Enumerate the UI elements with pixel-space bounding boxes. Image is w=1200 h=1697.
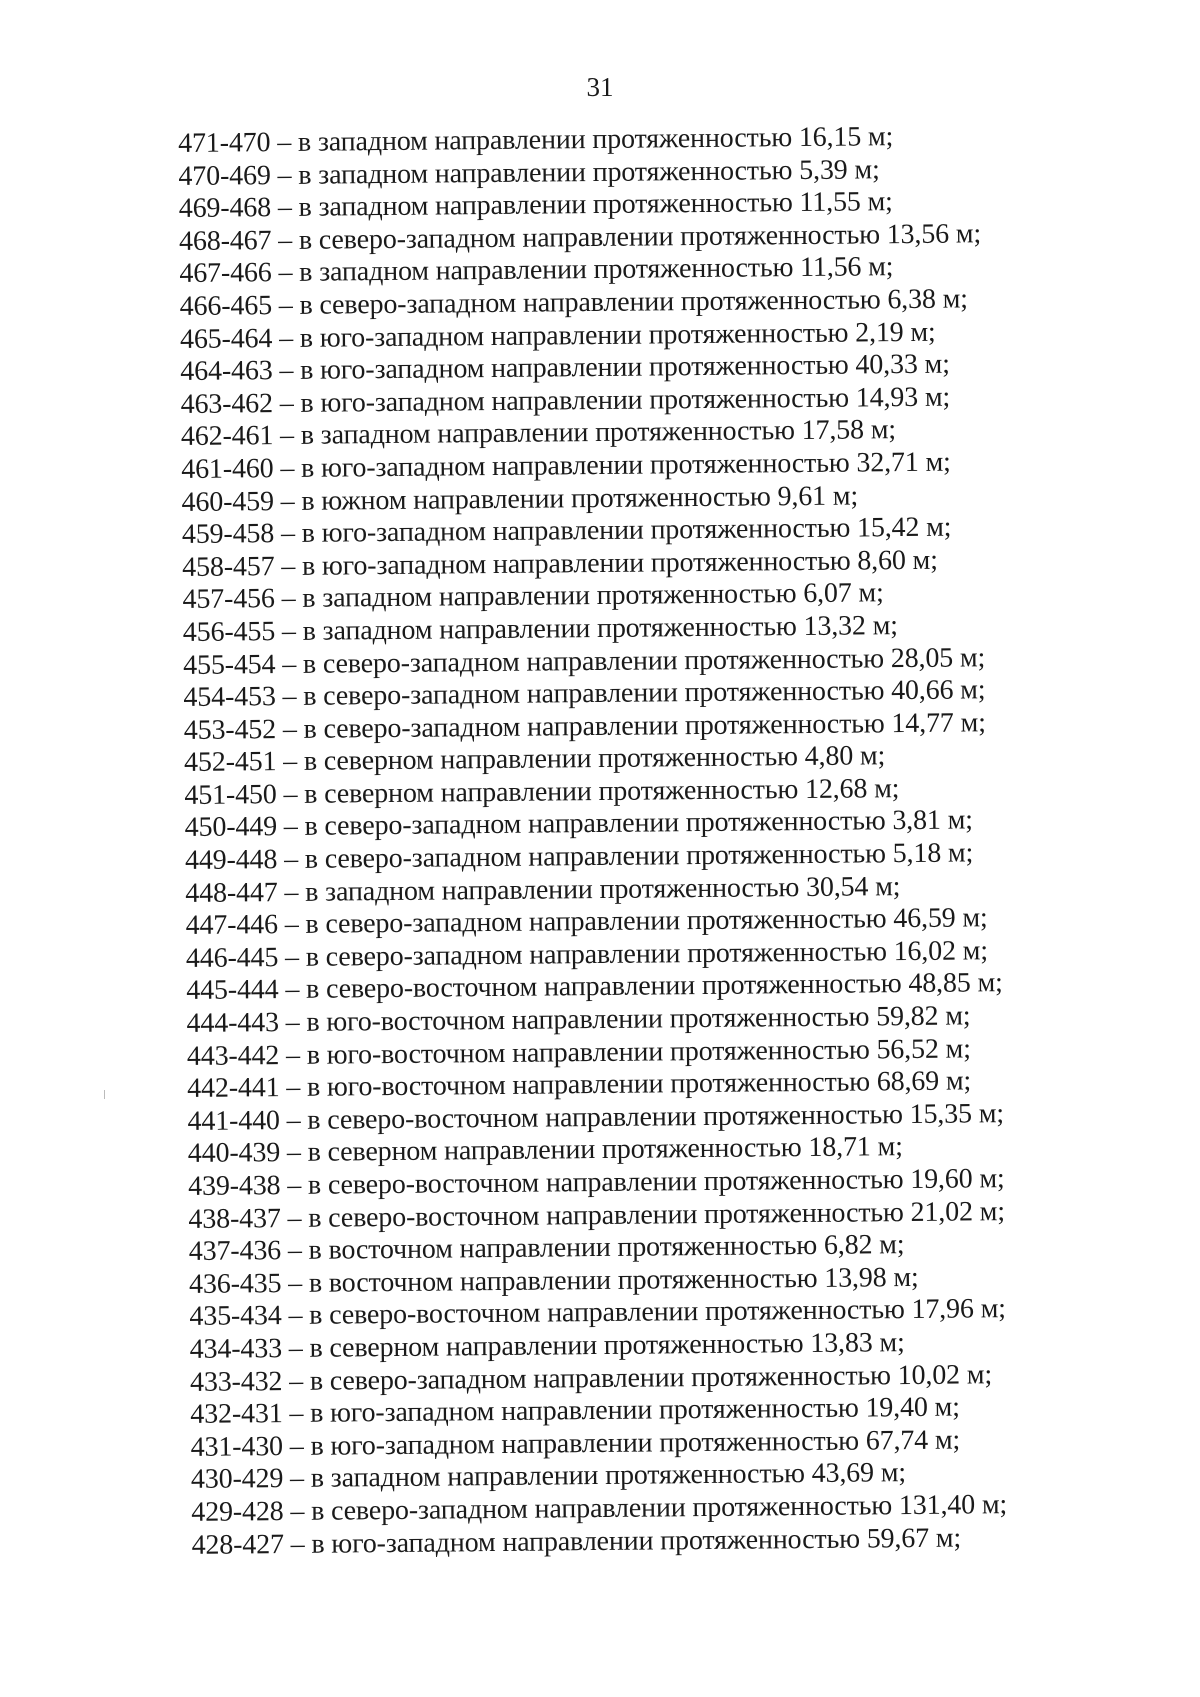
segment-text: 458-457 – в юго-западном направлении протяженностью 8,60 м; [182, 544, 938, 583]
segment-text: 432-431 – в юго-западном направлении протяженностью 19,40 м; [190, 1391, 960, 1431]
segment-text: 448-447 – в западном направлении протяженностью 30,54 м; [185, 870, 901, 909]
segment-text: 467-466 – в западном направлении протяженностью 11,56 м; [179, 251, 894, 290]
segment-text: 453-452 – в северо-западном направлении протяженностью 14,77 м; [183, 706, 986, 746]
segment-text: 457-456 – в западном направлении протяженностью 6,07 м; [182, 577, 884, 616]
segment-text: 436-435 – в восточном направлении протяженностью 13,98 м; [188, 1261, 919, 1300]
page-number: 31 [586, 72, 614, 102]
segment-text: 439-438 – в северо-восточном направлении протяженностью 19,60 м; [188, 1163, 1005, 1202]
segment-text: 444-443 – в юго-восточном направлении протяженностью 59,82 м; [186, 1000, 971, 1039]
segment-text: 447-446 – в северо-западном направлении протяженностью 46,59 м; [185, 902, 988, 942]
segment-text: 471-470 – в западном направлении протяженностью 16,15 м; [178, 121, 894, 159]
segment-text: 461-460 – в юго-западном направлении протяженностью 32,71 м; [181, 446, 951, 485]
segment-text: 433-432 – в северо-западном направлении протяженностью 10,02 м; [189, 1358, 993, 1398]
segment-text: 437-436 – в восточном направлении протяженностью 6,82 м; [188, 1229, 905, 1268]
boundary-segment-list [178, 119, 1092, 1562]
segment-text: 443-442 – в юго-восточном направлении протяженностью 56,52 м; [186, 1033, 971, 1072]
segment-text: 459-458 – в юго-западном направлении протяженностью 15,42 м; [181, 511, 952, 551]
segment-text: 434-433 – в северном направлении протяженностью 13,83 м; [189, 1327, 905, 1365]
segment-text: 468-467 – в северо-западном направлении протяженностью 13,56 м; [178, 218, 982, 257]
segment-text: 449-448 – в северо-западном направлении протяженностью 5,18 м; [184, 837, 974, 877]
segment-text: 456-455 – в западном направлении протяженностью 13,32 м; [182, 610, 899, 648]
segment-text: 463-462 – в юго-западном направлении протяженностью 14,93 м; [180, 381, 951, 420]
segment-text: 430-429 – в западном направлении протяженностью 43,69 м; [190, 1457, 907, 1496]
segment-text: 451-450 – в северном направлении протяженностью 12,68 м; [184, 772, 900, 811]
segment-text: 464-463 – в юго-западном направлении протяженностью 40,33 м; [180, 348, 950, 388]
segment-text: 470-469 – в западном направлении протяженностью 5,39 м; [178, 153, 880, 192]
segment-text: 452-451 – в северном направлении протяженностью 4,80 м; [183, 740, 886, 779]
segment-text: 446-445 – в северо-западном направлении протяженностью 16,02 м; [185, 935, 989, 974]
segment-text: 465-464 – в юго-западном направлении протяженностью 2,19 м; [179, 316, 936, 355]
segment-text: 442-441 – в юго-восточном направлении протяженностью 68,69 м; [187, 1065, 972, 1105]
segment-text: 466-465 – в северо-западном направлении протяженностью 6,38 м; [179, 283, 968, 322]
segment-text: 435-434 – в северо-восточном направлении протяженностью 17,96 м; [189, 1293, 1006, 1333]
segment-text: 441-440 – в северо-восточном направлении протяженностью 15,35 м; [187, 1097, 1005, 1137]
segment-text: 440-439 – в северном направлении протяженностью 18,71 м; [187, 1131, 903, 1170]
segment-text: 455-454 – в северо-западном направлении протяженностью 28,05 м; [183, 641, 986, 681]
segment-text: 462-461 – в западном направлении протяженностью 17,58 м; [180, 414, 897, 453]
segment-text: 431-430 – в юго-западном направлении протяженностью 67,74 м; [190, 1424, 961, 1463]
segment-text: 454-453 – в северо-западном направлении протяженностью 40,66 м; [183, 674, 986, 714]
segment-text: 445-444 – в северо-восточном направлении протяженностью 48,85 м; [186, 967, 1003, 1007]
segment-text: 438-437 – в северо-восточном направлении протяженностью 21,02 м; [188, 1195, 1006, 1235]
segment-text: 428-427 – в юго-западном направлении протяженностью 59,67 м; [191, 1522, 962, 1561]
scan-margin-mark [104, 1090, 105, 1099]
segment-text: 460-459 – в южном направлении протяженностью 9,61 м; [181, 480, 859, 518]
segment-text: 450-449 – в северо-западном направлении протяженностью 3,81 м; [184, 804, 973, 844]
segment-text: 469-468 – в западном направлении протяженностью 11,55 м; [178, 186, 893, 225]
segment-text: 429-428 – в северо-западном направлении протяженностью 131,40 м; [191, 1489, 1008, 1528]
